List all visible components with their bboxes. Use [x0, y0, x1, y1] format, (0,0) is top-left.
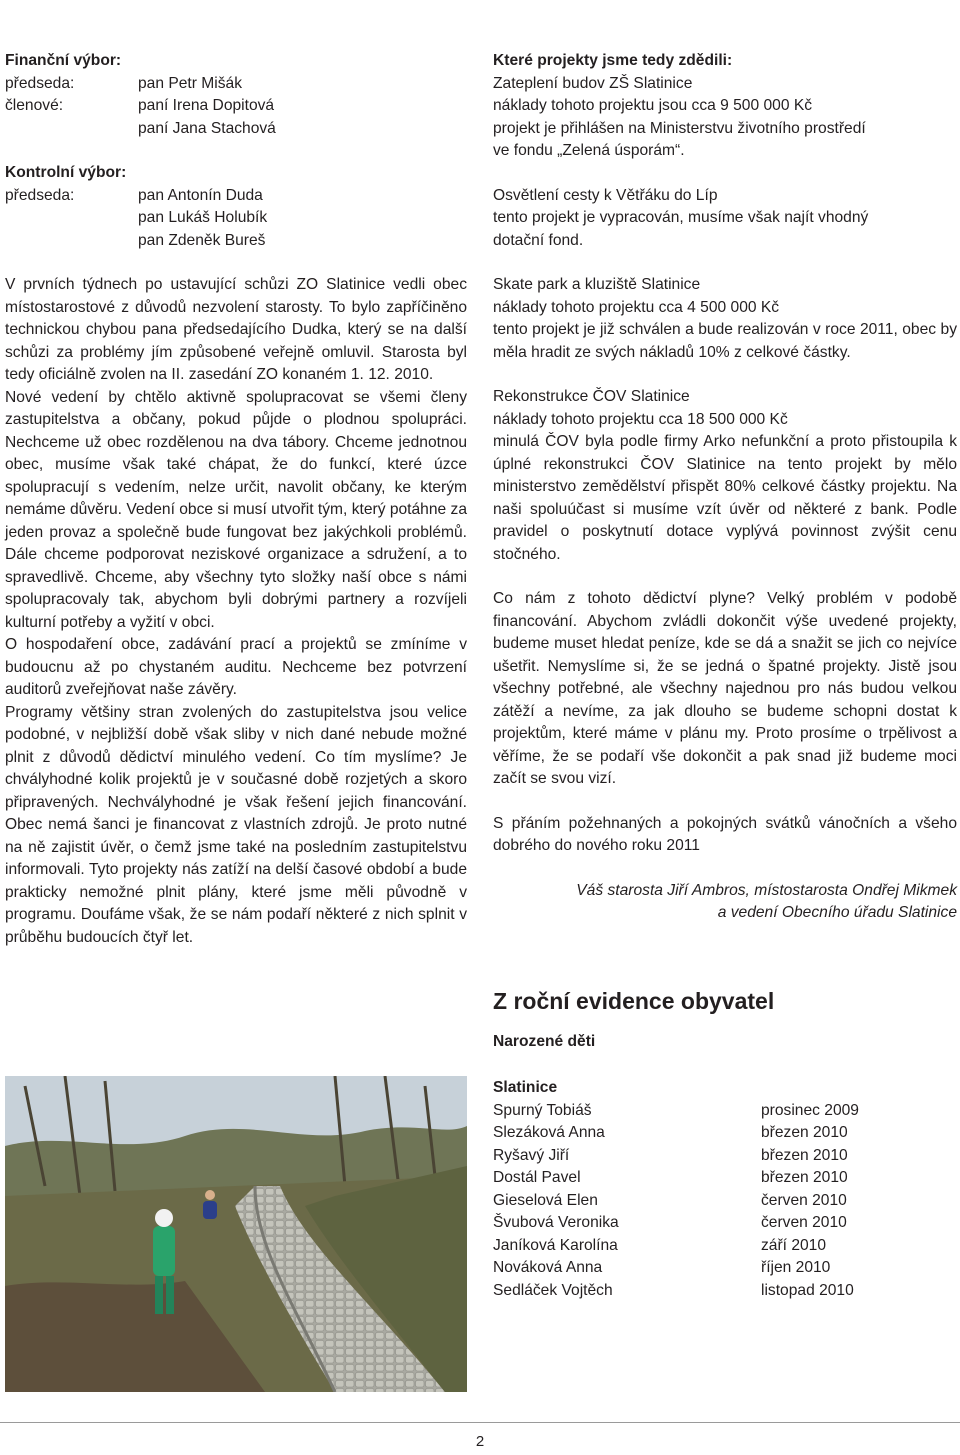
- table-row: [493, 1167, 859, 1190]
- kontrolni-predseda-row: [5, 185, 467, 208]
- project-description: minulá ČOV byla podle firmy Arko nefunkční a proto přistoupila k úplné rekonstrukci ČOV Slatinice na tento projekt by mělo ministerstvo zemědělství přispět 80% celkové částky projektu. Na naši spoluúčast si musíme vzít úvěr od některé z bank. Podle pravidel o poskytnutí dotace vyplývá povinnost zvýšit cenu stočného.: [493, 433, 957, 563]
- place-heading: Slatinice: [493, 1079, 558, 1096]
- clen-name: paní Irena Dopitová: [138, 97, 275, 114]
- child-name: Dostál Pavel: [493, 1169, 581, 1186]
- birth-date: prosinec 2009: [761, 1101, 859, 1119]
- birth-date: září 2010: [761, 1236, 827, 1254]
- financni-vybor-title: Finanční výbor:: [5, 52, 122, 69]
- child-name: Ryšavý Jiří: [493, 1146, 570, 1164]
- evidence-title: Z roční evidence obyvatel: [493, 987, 775, 1014]
- predseda-label: předseda:: [5, 74, 75, 92]
- construction-photo: [5, 1076, 467, 1392]
- birth-date: březen 2010: [761, 1124, 848, 1141]
- child-name: Spurný Tobiáš: [493, 1101, 592, 1119]
- kontrolni-vybor-title: Kontrolní výbor:: [5, 164, 127, 181]
- birth-date: březen 2010: [761, 1169, 848, 1186]
- project-line: tento projekt je vypracován, musíme však najít vhodný: [493, 209, 869, 226]
- left-column: [5, 50, 467, 949]
- child-name: Janíková Karolína: [493, 1236, 618, 1254]
- page-number: 2: [475, 1433, 485, 1450]
- paragraph-elections: V prvních týdnech po ustavující schůzi ZO Slatinice vedli obec místostarostové z důvodů nezvolení starosty. To bylo zapříčiněno technickou chybou pana předsedajícího Dudka, který se na další schůzi za problémy jím způsobené veřejně omluvil. Starosta byl tedy oficiálně zvolen na II. zasedání ZO konaném 1. 12. 2010.: [5, 276, 467, 383]
- paragraph-programs: Programy většiny stran zvolených do zastupitelstva jsou velice podobné, v nejbližší době však sliby v nich dané nebude možné plnit z důvodů dědictví minulého vedení. Co tím myslíme? Je chvályhodné kolik projektů je v současné době rozjetých a skoro připravených. Nechvályhodné je však řešení jejich financování. Obec nemá šanci je financovat z vlastních zdrojů. Je proto nutné na ně zajistit úvěr, o čemž jsme také na posledním zastupitelstvu informovali. Tyto projekty nás zatíží na delší časové období a bude prakticky nemožné plnit plány, které jsme měli původně v programu. Doufáme však, že se nám podaří některé z nich splnit v průběhu budoucích čtyř let.: [5, 703, 467, 946]
- child-name: Slezáková Anna: [493, 1124, 605, 1141]
- table-row: [493, 1100, 859, 1123]
- project-line: ve fondu „Zelená úsporám“.: [493, 142, 685, 159]
- paragraph-audit: O hospodaření obce, zadávání prací a projektů se zmíníme v budoucnu až po chystaném auditu. Nechceme bez potvrzení auditorů zveřejňovat naše závěry.: [5, 636, 467, 698]
- clenove-label: členové:: [5, 97, 64, 114]
- footer-divider: [0, 1422, 960, 1423]
- project-line: projekt je přihlášen na Ministerstvu životního prostředí: [493, 119, 866, 137]
- table-row: [493, 1257, 859, 1280]
- child-name: Švubová Veronika: [493, 1214, 619, 1231]
- inherited-projects-heading: Které projekty jsme tedy zdědili:: [493, 52, 733, 69]
- project-line: Zateplení budov ZŠ Slatinice: [493, 74, 693, 92]
- paragraph-greetings: S přáním požehnaných a pokojných svátků vánočních a všeho dobrého do nového roku 2011: [493, 814, 957, 854]
- project-cost: náklady tohoto projektu cca 4 500 000 Kč: [493, 298, 780, 316]
- child-name: Gieselová Elen: [493, 1191, 598, 1209]
- predseda-label: předseda:: [5, 186, 75, 204]
- clen-name: pan Zdeněk Bureš: [138, 231, 266, 249]
- birth-date: červen 2010: [761, 1214, 847, 1231]
- birth-date: březen 2010: [761, 1146, 848, 1164]
- paragraph-inheritance: Co nám z tohoto dědictví plyne? Velký problém v podobě financování. Abychom zvládli dokončit výše uvedené projekty, budeme muset hledat peníze, kde se dá a snažit se jich co nejvíce ušetřit. Nemyslíme si, že se jedná o špatné projekty. Jistě jsou všechny potřebné, ale všechny najednou pro nás budou velkou zátěží a nevíme, za jak dlouho se budeme schopni dostat k projektům, které máme v plánu my. Proto prosíme o trpělivost a věříme, že se podaří vše dokončit a pak snad již budeme moci začít se svou vizí.: [493, 590, 957, 787]
- project-line: dotační fond.: [493, 231, 584, 249]
- table-row: [493, 1235, 859, 1258]
- project-title: Rekonstrukce ČOV Slatinice: [493, 388, 690, 405]
- birth-date: listopad 2010: [761, 1281, 854, 1299]
- signature-line: a vedení Obecního úřadu Slatinice: [717, 904, 957, 921]
- births-table: [493, 1100, 859, 1303]
- project-line: náklady tohoto projektu jsou cca 9 500 000 Kč: [493, 97, 813, 114]
- child-name: Nováková Anna: [493, 1259, 603, 1276]
- right-column: [493, 50, 957, 1302]
- child-name: Sedláček Vojtěch: [493, 1281, 613, 1299]
- project-description: tento projekt je již schválen a bude realizován v roce 2011, obec by měla hradit ze svých nákladů 10% z celkové částky.: [493, 321, 957, 361]
- project-line: Osvětlení cesty k Větřáku do Líp: [493, 186, 718, 204]
- predseda-name: pan Antonín Duda: [138, 186, 263, 204]
- table-row: [493, 1280, 859, 1303]
- birth-date: říjen 2010: [761, 1259, 831, 1276]
- table-row: [493, 1145, 859, 1168]
- signature-line: Váš starosta Jiří Ambros, místostarosta Ondřej Mikmek: [576, 881, 957, 899]
- predseda-name: pan Petr Mišák: [138, 74, 243, 92]
- financni-predseda-row: [5, 73, 467, 96]
- project-title: Skate park a kluziště Slatinice: [493, 276, 701, 293]
- paved-path-image: [5, 1076, 467, 1392]
- paragraph-new-leadership: Nové vedení by chtělo aktivně spolupracovat se všemi členy zastupitelstva a občany, pokud půjde o plodnou spolupráci. Nechceme už obec rozdělenou na dva tábory. Chceme jednotnou obec, musíme však také chápat, že do funkcí, které úzce spolupracují s vedením, nelze určit, navolit občany, ke kterým nemáme důvěru. Vedení obce si musí utvořit tým, který potáhne za jeden provaz a společně bude fungovat bez jakýchkoli problémů. Dále chceme podporovat neziskové organizace a sdružení, a to spravedlivě. Chceme, aby všechny tyto složky naší obce s námi spolupracovaly tak, abychom byli dobrými partnery a rozvíjeli kulturní potřeby a vyžití v obci.: [5, 388, 467, 631]
- births-heading: Narozené děti: [493, 1032, 596, 1050]
- table-row: [493, 1190, 859, 1213]
- table-row: [493, 1212, 859, 1235]
- clen-name: paní Jana Stachová: [138, 119, 276, 137]
- table-row: [493, 1122, 859, 1145]
- project-cost: náklady tohoto projektu cca 18 500 000 Kč: [493, 410, 788, 428]
- clen-name: pan Lukáš Holubík: [138, 209, 268, 226]
- birth-date: červen 2010: [761, 1191, 847, 1209]
- financni-clenove-row: [5, 95, 467, 118]
